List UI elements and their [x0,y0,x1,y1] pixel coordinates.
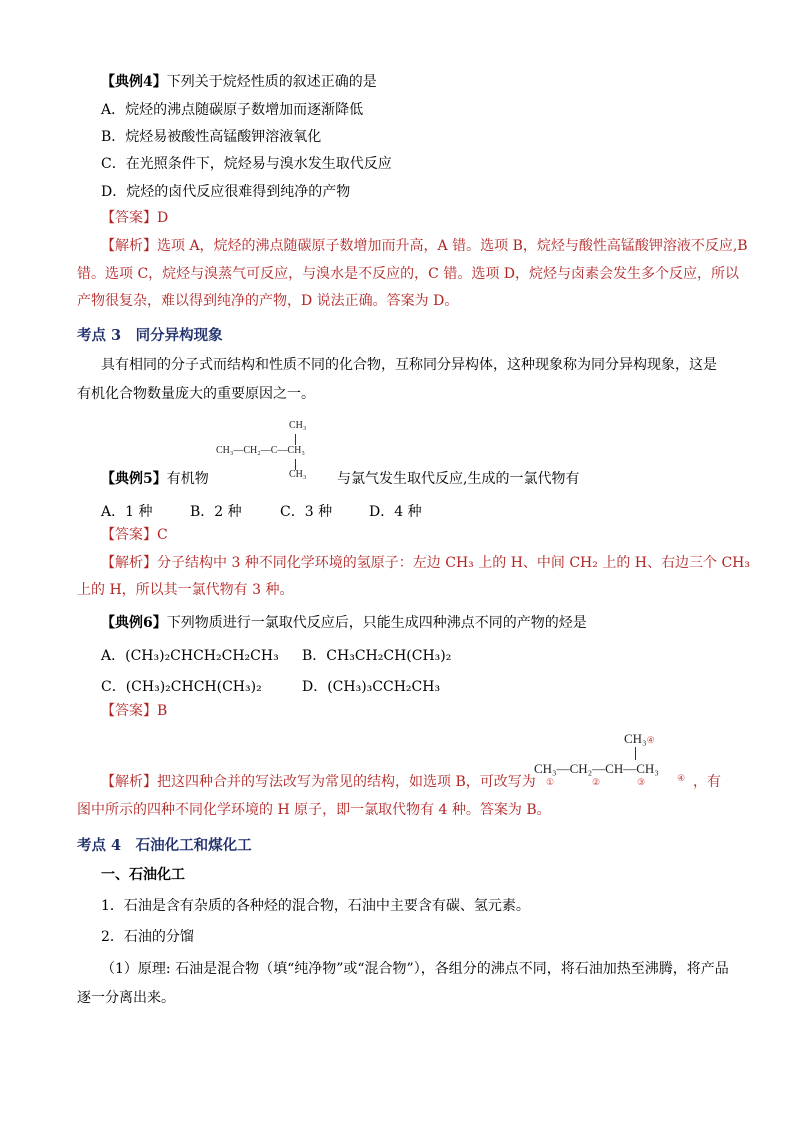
option-b: B．2 种 [190,504,242,520]
option-d: D．(CH₃)₃CCH₂CH₃ [302,679,441,695]
bond-line-top [295,434,296,445]
analysis-text: 把这四种合并的写法改写为常见的结构，如选项 B，可改写为 [157,774,536,790]
option-b: B．CH₃CH₂CH(CH₃)₂ [302,648,452,664]
position-mark: ④ [646,735,655,745]
analysis-line-2: 图中所示的四种不同化学环境的 H 原子，即一氯取代物有 4 种。答案为 B。 [77,802,551,818]
analysis-line-2: 错。选项 C，烷烃与溴蒸气可反应，与溴水是不反应的，C 错。选项 D，烷烃与卤素会发生多个反应，所以 [77,266,739,282]
position-mark: ③ [637,778,646,788]
example-4-question [101,74,377,90]
option-d: D．4 种 [369,504,422,520]
item-1: 1．石油是含有杂质的各种烃的混合物，石油中主要含有碳、氢元素。 [101,898,530,914]
question-suffix: 与氯气发生取代反应,生成的一氯代物有 [337,471,580,487]
question-text: 下列物质进行一氯取代反应后，只能生成四种沸点不同的产物的烃是 [166,615,587,631]
structure-top-methyl: CH₃ [289,420,307,431]
item-3-line-2: 逐一分离出来。 [77,990,175,1006]
analysis-line-2: 上的 H，所以其一氯代物有 3 种。 [77,582,294,598]
option-c: C．在光照条件下，烷烃易与溴水发生取代反应 [101,156,392,172]
answer-tag: 【答案】 [101,527,157,543]
position-mark: ② [592,778,601,788]
answer-line [101,527,168,543]
answer-value: D [157,210,169,226]
question-prefix: 有机物 [166,471,209,487]
answer-value: C [157,527,168,543]
analysis-line-1 [101,774,536,790]
answer-tag: 【答案】 [101,210,157,226]
option-c: C．3 种 [280,504,333,520]
option-a: A．1 种 [101,504,153,520]
option-a: A．烷烃的沸点随碳原子数增加而逐渐降低 [101,102,364,118]
item-2: 2．石油的分馏 [101,929,194,945]
option-a: A．(CH₃)₂CHCH₂CH₂CH₃ [101,648,279,664]
kp3-paragraph-line-1: 具有相同的分子式而结构和性质不同的化合物，互称同分异构体，这种现象称为同分异构现象，这是 [101,357,717,373]
answer-line [101,703,167,719]
question-text: 下列关于烷烃性质的叙述正确的是 [166,74,377,90]
analysis-tag: 【解析】 [101,238,157,254]
bond-line [635,747,636,760]
kp3-paragraph-line-2: 有机化合物数量庞大的重要原因之一。 [77,386,315,402]
section-title-kp3: 考点 3 同分异构现象 [77,327,223,344]
answer-tag: 【答案】 [101,703,157,719]
analysis-text: 分子结构中 3 种不同化学环境的氢原子：左边 CH₃ 上的 H、中间 CH₂ 上的 H、右边三个 CH₃ [157,555,750,571]
analysis-line-1-end: ，有 [693,774,721,790]
item-3-line-1: （1）原理: 石油是混合物（填“纯净物”或“混合物”），各组分的沸点不同，将石油加热至沸腾，将产品 [101,961,729,977]
analysis-line-1 [101,238,748,254]
example-tag: 【典例4】 [101,74,167,90]
analysis-line-1 [101,555,750,571]
option-b: B．烷烃易被酸性高锰酸钾溶液氧化 [101,129,322,145]
answer-line [101,210,168,226]
answer-value: B [157,703,168,719]
option-c: C．(CH₃)₂CHCH(CH₃)₂ [101,679,262,695]
analysis-text: 选项 A，烷烃的沸点随碳原子数增加而升高，A 错。选项 B，烷烃与酸性高锰酸钾溶液不反应,B [157,238,748,254]
example-tag: 【典例6】 [101,615,167,631]
structure-main-chain: CH₃—CH₂—C—CH₃ [216,445,305,456]
analysis-tag: 【解析】 [101,555,157,571]
example-tag: 【典例5】 [101,471,167,487]
position-mark: ④ [677,774,686,784]
subsection-heading: 一、石油化工 [101,867,185,883]
analysis-tag: 【解析】 [101,774,157,790]
example-5-question [101,471,209,487]
structure-main-chain: CH₃—CH₂—CH—CH₃ [534,761,659,776]
section-title-kp4: 考点 4 石油化工和煤化工 [77,837,252,854]
structure-bottom-methyl: CH₃ [289,469,307,480]
position-mark: ① [546,778,555,788]
option-d: D．烷烃的卤代反应很难得到纯净的产物 [101,184,351,200]
example-6-question [101,615,587,631]
structure-top-methyl: CH₃④ [624,731,655,746]
analysis-line-3: 产物很复杂，难以得到纯净的产物，D 说法正确。答案为 D。 [77,293,459,309]
